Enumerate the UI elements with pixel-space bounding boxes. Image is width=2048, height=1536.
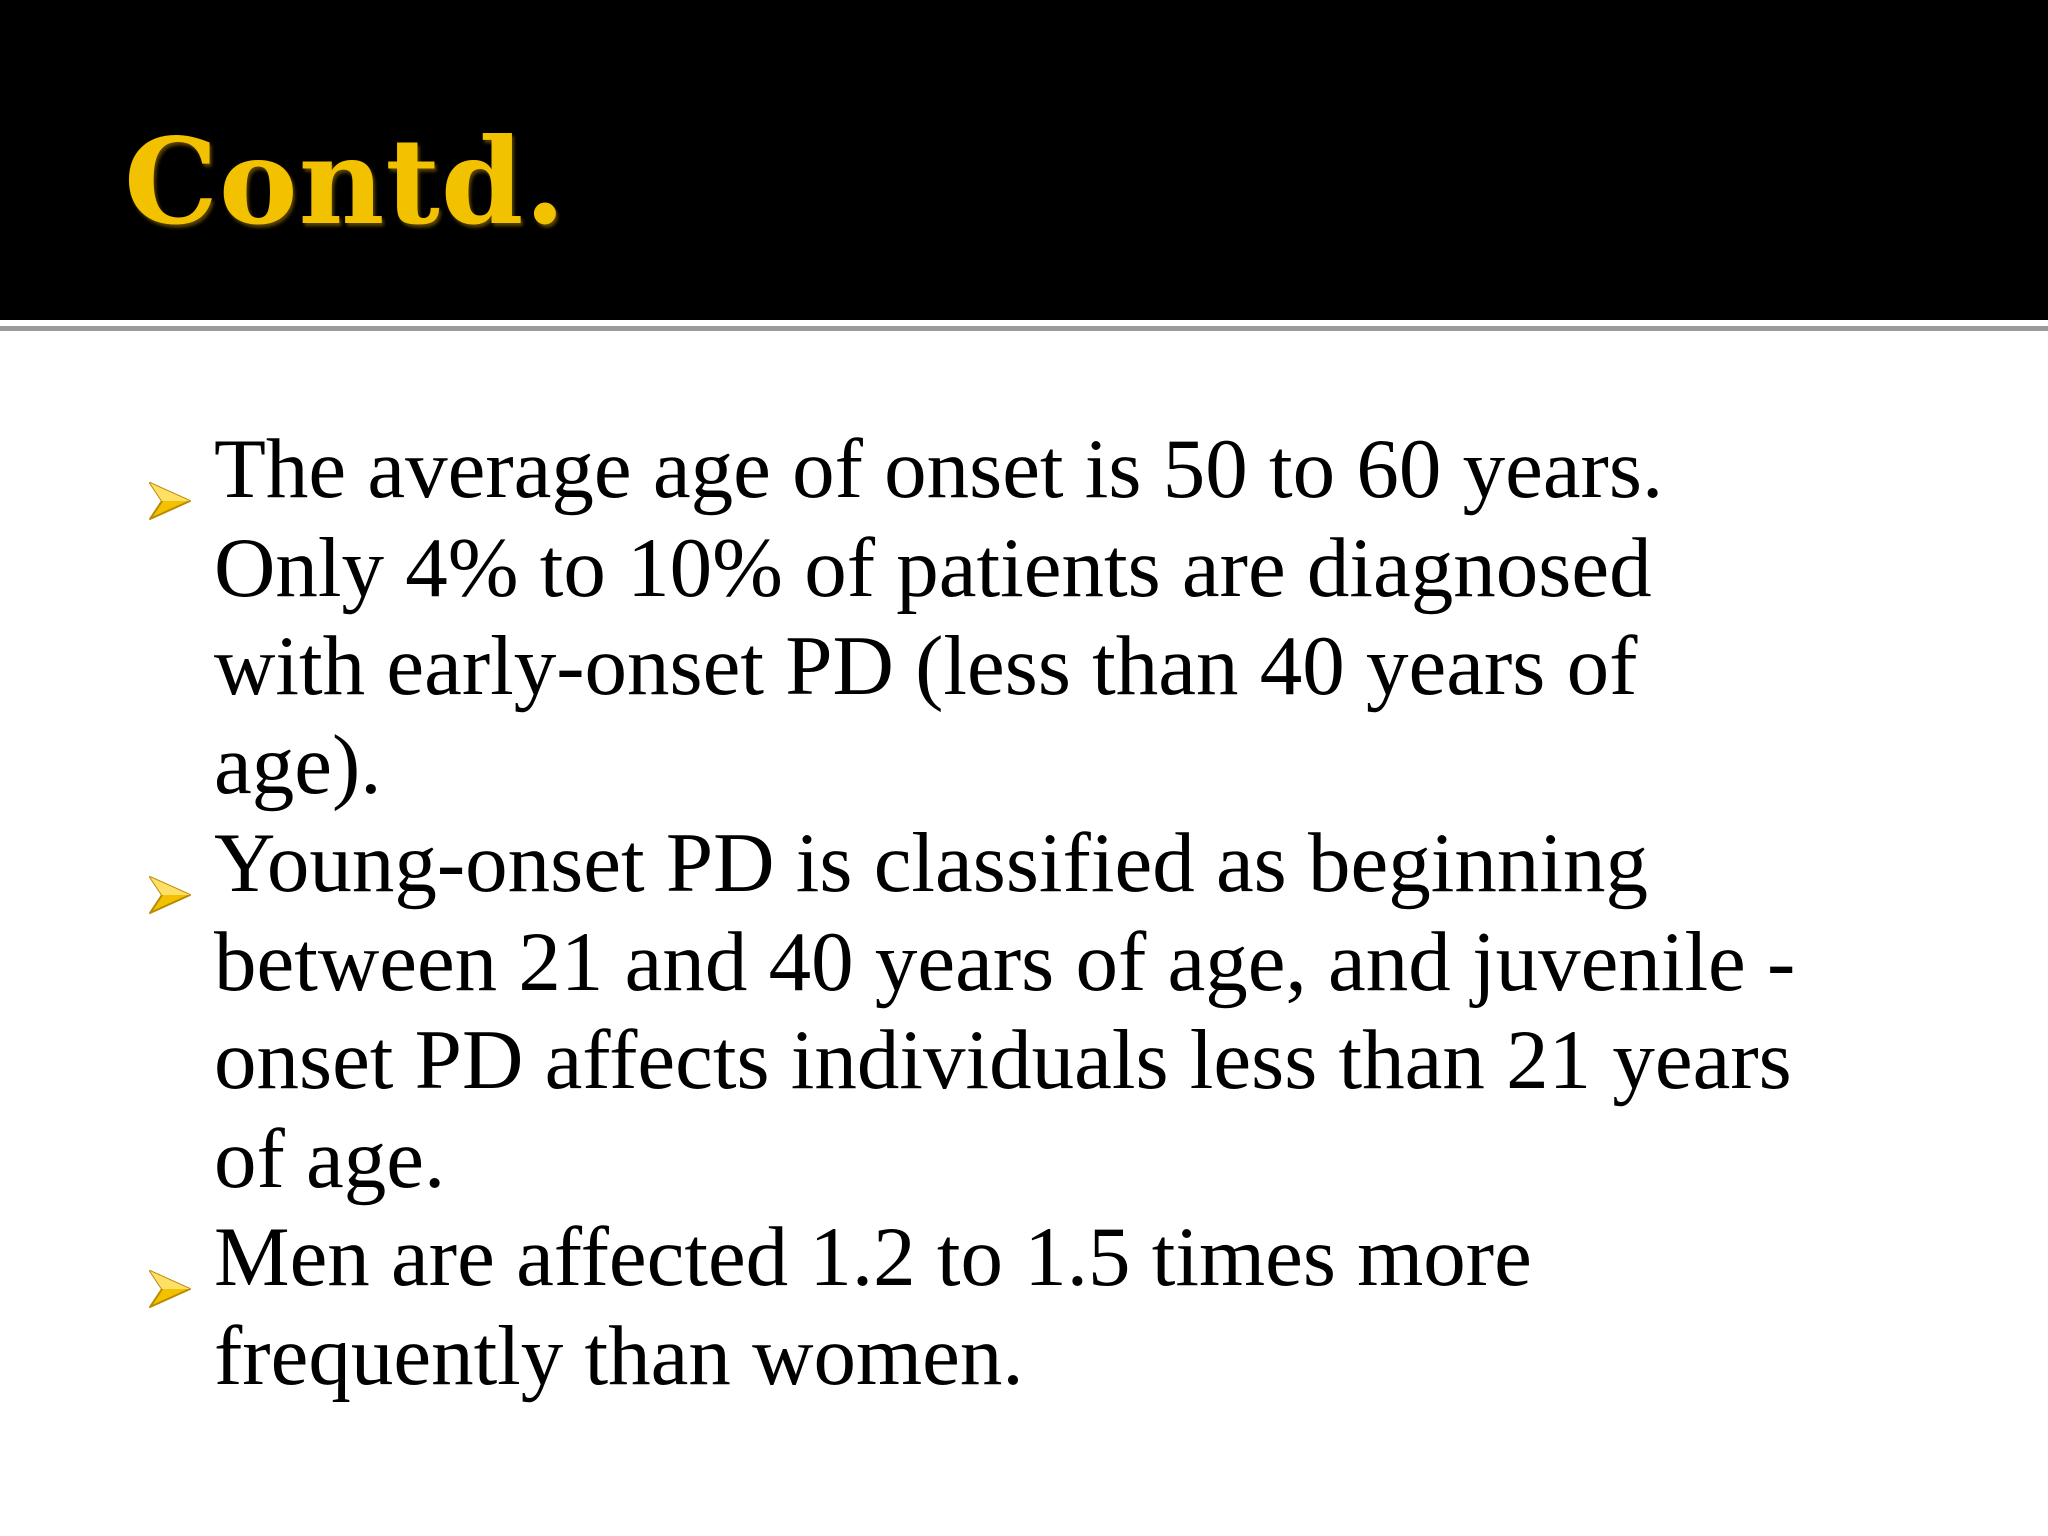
- header-rule: [0, 326, 2048, 331]
- slide-title: Contd.: [124, 112, 567, 251]
- arrowhead-bullet-icon: [146, 448, 194, 496]
- bullet-list: [140, 420, 1940, 1405]
- arrowhead-bullet-icon: [146, 1236, 194, 1284]
- bullet-item: [140, 420, 1940, 814]
- bullet-item: [140, 814, 1940, 1208]
- bullet-item: [140, 1208, 1940, 1405]
- bullet-text: Men are affected 1.2 to 1.5 times more frequently than women.: [214, 1210, 1532, 1403]
- header-band: [0, 0, 2048, 320]
- arrowhead-bullet-icon: [146, 842, 194, 890]
- bullet-text: The average age of onset is 50 to 60 years. Only 4% to 10% of patients are diagnosed with early-onset PD (less than 40 years of age).: [214, 422, 1664, 812]
- bullet-text: Young-onset PD is classified as beginning between 21 and 40 years of age, and juvenile - onset PD affects individuals less than 21 years of age.: [214, 816, 1796, 1206]
